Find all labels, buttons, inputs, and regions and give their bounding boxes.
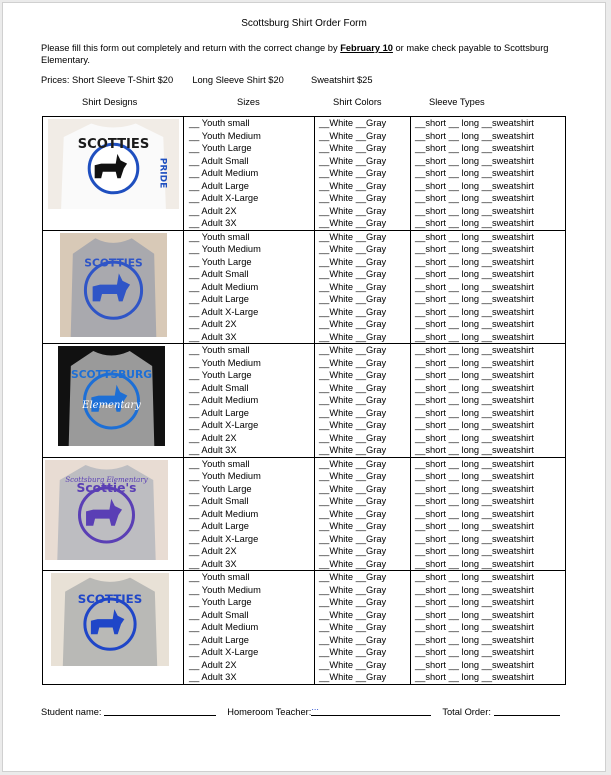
sleeve-option[interactable]: __short __ long __sweatshirt [415, 331, 534, 342]
color-option[interactable]: __White __Gray [319, 331, 387, 342]
shirt-main-text: SCOTTIES [77, 591, 143, 606]
sleeve-option[interactable]: __short __ long __sweatshirt [415, 572, 534, 582]
sleeve-option[interactable]: __short __ long __sweatshirt [415, 370, 534, 380]
form-title: Scottsburg Shirt Order Form [241, 18, 367, 29]
shirt-illustration [58, 346, 165, 446]
sleeve-option[interactable]: __short __ long __sweatshirt [415, 180, 534, 191]
size-option[interactable]: __ Adult Medium [189, 508, 259, 519]
color-option[interactable]: __White __Gray [319, 168, 387, 178]
sleeve-option[interactable]: __short __ long __sweatshirt [415, 420, 534, 430]
total-order-field[interactable] [494, 706, 560, 716]
sleeve-option[interactable]: __short __ long __sweatshirt [415, 558, 534, 569]
sleeve-options [411, 571, 566, 685]
total-order-label: Total Order: [442, 707, 491, 717]
sleeve-option[interactable]: __short __ long __sweatshirt [415, 168, 534, 178]
sleeve-option[interactable]: __short __ long __sweatshirt [415, 269, 534, 279]
shirt-ring-text: Scottsburg Elementary [65, 475, 148, 484]
size-option[interactable]: __ Adult 3X [189, 672, 237, 682]
color-option[interactable]: __White __Gray [319, 205, 387, 216]
deadline-date: February 10 [340, 43, 393, 53]
instructions-text-2: or make check payable to Scottsburg Elementary. [41, 43, 549, 65]
color-option[interactable]: __White __Gray [319, 432, 387, 443]
color-option[interactable]: __White __Gray [319, 143, 387, 153]
design-row [43, 230, 566, 344]
size-option[interactable]: __ Adult Small [189, 496, 249, 506]
sleeve-option[interactable]: __short __ long __sweatshirt [415, 458, 534, 469]
homeroom-teacher-field[interactable] [311, 702, 431, 716]
shirt-design-image [60, 233, 167, 337]
sleeve-option[interactable]: __short __ long __sweatshirt [415, 345, 534, 355]
size-option[interactable]: __ Youth Large [189, 143, 252, 153]
sleeve-option[interactable]: __short __ long __sweatshirt [415, 584, 534, 595]
color-options [315, 457, 411, 571]
color-option[interactable]: __White __Gray [319, 118, 387, 128]
size-option[interactable]: __ Adult X-Large [189, 420, 259, 430]
size-option[interactable]: __ Adult Large [189, 521, 249, 531]
price-sweatshirt: Sweatshirt $25 [311, 75, 373, 85]
color-option[interactable]: __White __Gray [319, 395, 387, 405]
shirt-illustration [60, 233, 167, 337]
color-option[interactable]: __White __Gray [319, 584, 387, 595]
sleeve-option[interactable]: __short __ long __sweatshirt [415, 546, 534, 556]
order-form-page [2, 2, 606, 772]
size-option[interactable]: __ Adult X-Large [189, 306, 259, 317]
sleeve-option[interactable]: __short __ long __sweatshirt [415, 659, 534, 670]
size-option[interactable]: __ Adult Large [189, 407, 249, 418]
shirt-design-image [51, 573, 169, 666]
size-option[interactable]: __ Adult 2X [189, 432, 237, 443]
color-option[interactable]: __White __Gray [319, 319, 387, 329]
sleeve-option[interactable]: __short __ long __sweatshirt [415, 445, 534, 455]
color-option[interactable]: __White __Gray [319, 155, 387, 166]
size-option[interactable]: __ Adult 2X [189, 546, 237, 556]
sleeve-option[interactable]: __short __ long __sweatshirt [415, 382, 534, 393]
size-option[interactable]: __ Adult 3X [189, 445, 237, 455]
size-option[interactable]: __ Youth Medium [189, 244, 261, 254]
size-options [184, 117, 315, 231]
color-option[interactable]: __White __Gray [319, 180, 387, 191]
color-option[interactable]: __White __Gray [319, 496, 387, 506]
sleeve-option[interactable]: __short __ long __sweatshirt [415, 143, 534, 153]
sleeve-option[interactable]: __short __ long __sweatshirt [415, 432, 534, 443]
color-option[interactable]: __White __Gray [319, 647, 387, 657]
size-options [184, 571, 315, 685]
size-option[interactable]: __ Youth small [189, 458, 250, 469]
homeroom-teacher-label: Homeroom Teacher: [227, 707, 312, 717]
size-option[interactable]: __ Adult 3X [189, 218, 237, 228]
size-option[interactable]: __ Youth Large [189, 256, 252, 267]
size-option[interactable]: __ Adult 3X [189, 331, 237, 342]
sleeve-option[interactable]: __short __ long __sweatshirt [415, 647, 534, 657]
sleeve-option[interactable]: __short __ long __sweatshirt [415, 294, 534, 304]
color-option[interactable]: __White __Gray [319, 458, 387, 469]
size-option[interactable]: __ Youth Medium [189, 471, 261, 481]
color-option[interactable]: __White __Gray [319, 572, 387, 582]
color-option[interactable]: __White __Gray [319, 357, 387, 368]
color-option[interactable]: __White __Gray [319, 609, 387, 620]
size-option[interactable]: __ Adult Large [189, 180, 249, 191]
student-name-label: Student name: [41, 707, 102, 717]
color-option[interactable]: __White __Gray [319, 306, 387, 317]
form-instructions [41, 42, 571, 66]
color-option[interactable]: __White __Gray [319, 634, 387, 645]
price-short-sleeve: Prices: Short Sleeve T-Shirt $20 [41, 75, 174, 85]
shirt-design-image [48, 119, 179, 209]
sleeve-option[interactable]: __short __ long __sweatshirt [415, 193, 534, 203]
price-list [41, 75, 373, 85]
color-option[interactable]: __White __Gray [319, 382, 387, 393]
design-cell [43, 571, 184, 685]
color-option[interactable]: __White __Gray [319, 546, 387, 556]
size-option[interactable]: __ Youth Large [189, 597, 252, 607]
size-option[interactable]: __ Youth Medium [189, 584, 261, 595]
shirt-design-image [45, 460, 168, 560]
sleeve-option[interactable]: __short __ long __sweatshirt [415, 155, 534, 166]
sleeve-option[interactable]: __short __ long __sweatshirt [415, 609, 534, 620]
color-option[interactable]: __White __Gray [319, 659, 387, 670]
sleeve-option[interactable]: __short __ long __sweatshirt [415, 357, 534, 368]
color-option[interactable]: __White __Gray [319, 508, 387, 519]
size-option[interactable]: __ Adult 2X [189, 659, 237, 670]
design-row [43, 117, 566, 231]
size-option[interactable]: __ Youth Large [189, 370, 252, 380]
form-footer [41, 702, 560, 717]
shirt-side-text: PRIDE [157, 157, 168, 189]
shirt-main-text: SCOTTIES [84, 255, 143, 269]
size-option[interactable]: __ Adult X-Large [189, 647, 259, 657]
column-header-sleeves: Sleeve Types [429, 97, 485, 107]
color-option[interactable]: __White __Gray [319, 269, 387, 279]
color-option[interactable]: __White __Gray [319, 407, 387, 418]
size-option[interactable]: __ Youth Medium [189, 357, 261, 368]
sleeve-option[interactable]: __short __ long __sweatshirt [415, 622, 534, 632]
size-option[interactable]: __ Youth Large [189, 483, 252, 494]
color-option[interactable]: __White __Gray [319, 281, 387, 292]
color-options [315, 571, 411, 685]
sleeve-option[interactable]: __short __ long __sweatshirt [415, 471, 534, 481]
design-cell [43, 344, 184, 458]
student-name-field[interactable] [104, 706, 216, 716]
color-option[interactable]: __White __Gray [319, 345, 387, 355]
color-option[interactable]: __White __Gray [319, 370, 387, 380]
design-cell [43, 457, 184, 571]
color-option[interactable]: __White __Gray [319, 471, 387, 481]
sleeve-option[interactable]: __short __ long __sweatshirt [415, 672, 534, 682]
color-option[interactable]: __White __Gray [319, 445, 387, 455]
column-header-colors: Shirt Colors [333, 97, 382, 107]
color-option[interactable]: __White __Gray [319, 622, 387, 632]
size-option[interactable]: __ Youth Medium [189, 130, 261, 141]
sleeve-option[interactable]: __short __ long __sweatshirt [415, 634, 534, 645]
sleeve-option[interactable]: __short __ long __sweatshirt [415, 118, 534, 128]
size-option[interactable]: __ Youth small [189, 118, 250, 128]
sleeve-options [411, 117, 566, 231]
size-option[interactable]: __ Adult 2X [189, 205, 237, 216]
sleeve-option[interactable]: __short __ long __sweatshirt [415, 508, 534, 519]
design-cell [43, 117, 184, 231]
sleeve-option[interactable]: __short __ long __sweatshirt [415, 395, 534, 405]
shirt-illustration [48, 119, 179, 209]
color-option[interactable]: __White __Gray [319, 130, 387, 141]
sleeve-option[interactable]: __short __ long __sweatshirt [415, 130, 534, 141]
sleeve-option[interactable]: __short __ long __sweatshirt [415, 496, 534, 506]
size-option[interactable]: __ Adult Large [189, 294, 249, 304]
column-header-designs: Shirt Designs [82, 97, 138, 107]
sleeve-option[interactable]: __short __ long __sweatshirt [415, 407, 534, 418]
size-option[interactable]: __ Adult Small [189, 269, 249, 279]
size-option[interactable]: __ Adult X-Large [189, 533, 259, 544]
size-option[interactable]: __ Adult X-Large [189, 193, 259, 203]
order-table [42, 116, 566, 685]
color-option[interactable]: __White __Gray [319, 231, 387, 242]
teacher-field-mark: ... [311, 702, 319, 712]
size-option[interactable]: __ Adult Medium [189, 622, 259, 632]
sleeve-option[interactable]: __short __ long __sweatshirt [415, 231, 534, 242]
color-options [315, 230, 411, 344]
sleeve-options [411, 457, 566, 571]
instructions-text-1: Please fill this form out completely and return with the correct change by [41, 43, 341, 53]
price-long-sleeve: Long Sleeve Shirt $20 [192, 75, 284, 85]
sleeve-option[interactable]: __short __ long __sweatshirt [415, 218, 534, 228]
size-option[interactable]: __ Adult 2X [189, 319, 237, 329]
color-options [315, 117, 411, 231]
size-options [184, 344, 315, 458]
sleeve-option[interactable]: __short __ long __sweatshirt [415, 319, 534, 329]
color-option[interactable]: __White __Gray [319, 558, 387, 569]
size-option[interactable]: __ Adult 3X [189, 558, 237, 569]
size-option[interactable]: __ Adult Medium [189, 168, 259, 178]
sleeve-option[interactable]: __short __ long __sweatshirt [415, 521, 534, 531]
size-option[interactable]: __ Youth small [189, 231, 250, 242]
shirt-illustration [45, 460, 168, 560]
sleeve-option[interactable]: __short __ long __sweatshirt [415, 533, 534, 544]
sleeve-option[interactable]: __short __ long __sweatshirt [415, 597, 534, 607]
size-option[interactable]: __ Adult Small [189, 155, 249, 166]
sleeve-option[interactable]: __short __ long __sweatshirt [415, 306, 534, 317]
sleeve-option[interactable]: __short __ long __sweatshirt [415, 205, 534, 216]
color-option[interactable]: __White __Gray [319, 420, 387, 430]
size-option[interactable]: __ Adult Medium [189, 395, 259, 405]
shirt-illustration [51, 573, 169, 666]
shirt-sub-text: Elementary [82, 400, 141, 411]
size-option[interactable]: __ Adult Small [189, 382, 249, 393]
color-option[interactable]: __White __Gray [319, 294, 387, 304]
shirt-main-text: SCOTTIES [77, 136, 150, 152]
color-option[interactable]: __White __Gray [319, 256, 387, 267]
shirt-main-text: Scottie's [76, 480, 137, 495]
sleeve-option[interactable]: __short __ long __sweatshirt [415, 256, 534, 267]
color-option[interactable]: __White __Gray [319, 218, 387, 228]
color-options [315, 344, 411, 458]
color-option[interactable]: __White __Gray [319, 483, 387, 494]
design-row [43, 571, 566, 685]
size-option[interactable]: __ Youth small [189, 345, 250, 355]
size-option[interactable]: __ Adult Medium [189, 281, 259, 292]
color-option[interactable]: __White __Gray [319, 244, 387, 254]
size-option[interactable]: __ Adult Small [189, 609, 249, 620]
size-option[interactable]: __ Youth small [189, 572, 250, 582]
shirt-main-text: SCOTTSBURG [71, 368, 152, 381]
sleeve-option[interactable]: __short __ long __sweatshirt [415, 483, 534, 494]
color-option[interactable]: __White __Gray [319, 193, 387, 203]
shirt-design-image [58, 346, 165, 446]
color-option[interactable]: __White __Gray [319, 521, 387, 531]
size-options [184, 230, 315, 344]
design-row [43, 344, 566, 458]
sleeve-option[interactable]: __short __ long __sweatshirt [415, 244, 534, 254]
sleeve-options [411, 344, 566, 458]
design-row [43, 457, 566, 571]
size-option[interactable]: __ Adult Large [189, 634, 249, 645]
size-options [184, 457, 315, 571]
sleeve-options [411, 230, 566, 344]
sleeve-option[interactable]: __short __ long __sweatshirt [415, 281, 534, 292]
color-option[interactable]: __White __Gray [319, 597, 387, 607]
color-option[interactable]: __White __Gray [319, 672, 387, 682]
design-cell [43, 230, 184, 344]
column-header-sizes: Sizes [237, 97, 260, 107]
color-option[interactable]: __White __Gray [319, 533, 387, 544]
